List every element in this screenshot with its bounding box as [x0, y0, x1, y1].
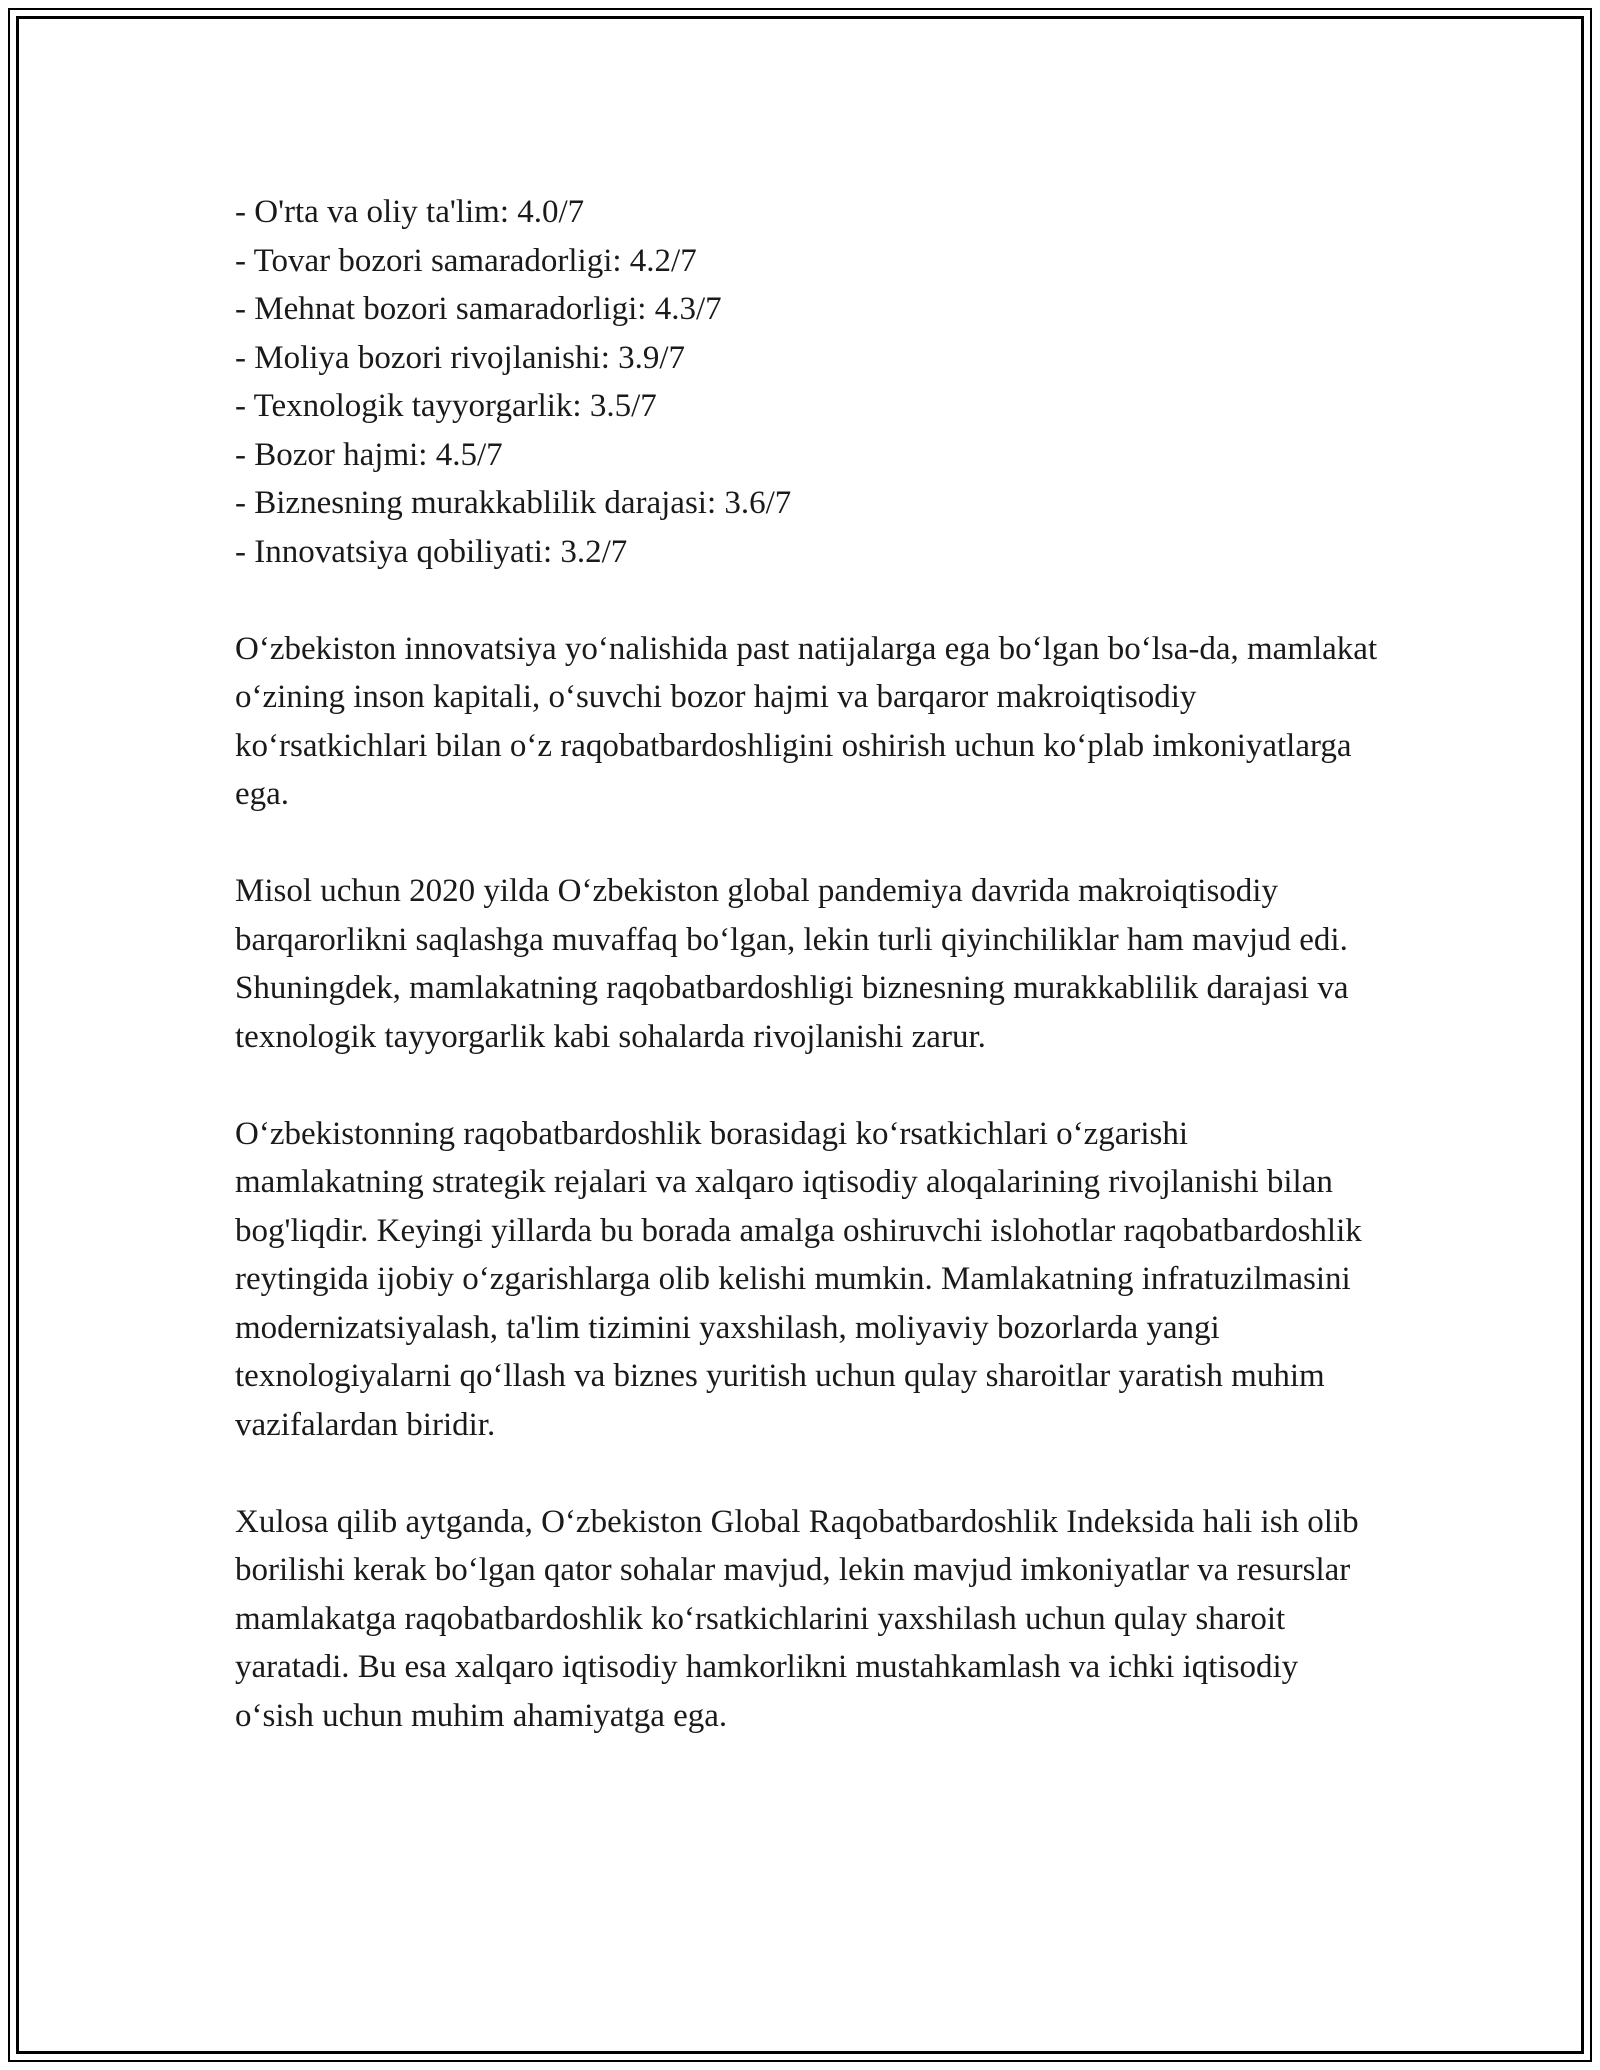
score-item-innovation-capacity: - Innovatsiya qobiliyati: 3.2/7	[235, 533, 628, 570]
paragraph-reforms: O‘zbekistonning raqobatbardoshlik borasidagi ko‘rsatkichlari o‘zgarishi mamlakatning strategik rejalari va xalqaro iqtisodiy aloqalarining rivojlanishi bilan bog'liqdir. Keyingi yillarda bu borada amalga oshiruvchi islohotlar raqobatbardoshlik reytingida ijobiy o‘zgarishlarga olib kelishi mumkin. Mamlakatning infratuzilmasini modernizatsiyalash, ta'lim tizimini yaxshilash, moliyaviy bozorlarda yangi texnologiyalarni qo‘llash va biznes yuritish uchun qulay sharoitlar yaratish muhim vazifalardan biridir.	[235, 1115, 1362, 1443]
score-item-market-size: - Bozor hajmi: 4.5/7	[235, 436, 503, 473]
paragraph-pandemic-2020: Misol uchun 2020 yilda O‘zbekiston global pandemiya davrida makroiqtisodiy barqarorlikni saqlashga muvaffaq bo‘lgan, lekin turli qiyinchiliklar ham mavjud edi. Shuningdek, mamlakatning raqobatbardoshligi biznesning murakkablilik darajasi va texnologik tayyorgarlik kabi sohalarda rivojlanishi zarur.	[235, 873, 1349, 1055]
paragraph-conclusion: Xulosa qilib aytganda, O‘zbekiston Global Raqobatbardoshlik Indeksida hali ish olib borilishi kerak bo‘lgan qator sohalar mavjud, lekin mavjud imkoniyatlar va resurslar mamlakatga raqobatbardoshlik ko‘rsatkichlarini yaxshilash uchun qulay sharoit yaratadi. Bu esa xalqaro iqtisodiy hamkorlikni mustahkamlash va ichki iqtisodiy o‘sish uchun muhim ahamiyatga ega.	[235, 1503, 1359, 1734]
document-body	[235, 188, 1385, 1740]
score-item-financial-market-development: - Moliya bozori rivojlanishi: 3.9/7	[235, 339, 686, 376]
score-item-business-sophistication: - Biznesning murakkablilik darajasi: 3.6/7	[235, 485, 792, 521]
score-item-goods-market-efficiency: - Tovar bozori samaradorligi: 4.2/7	[235, 242, 697, 279]
score-item-labor-market-efficiency: - Mehnat bozori samaradorligi: 4.3/7	[235, 291, 722, 327]
score-item-technological-readiness: - Texnologik tayyorgarlik: 3.5/7	[235, 388, 657, 424]
paragraph-innovation-potential: O‘zbekiston innovatsiya yo‘nalishida past natijalarga ega bo‘lgan bo‘lsa-da, mamlakat o‘zining inson kapitali, o‘suvchi bozor hajmi va barqaror makroiqtisodiy ko‘rsatkichlari bilan o‘z raqobatbardoshligini oshirish uchun ko‘plab imkoniyatlarga ega.	[235, 630, 1378, 812]
score-item-secondary-higher-education: - O'rta va oliy ta'lim: 4.0/7	[235, 194, 585, 230]
score-list	[235, 188, 1385, 576]
